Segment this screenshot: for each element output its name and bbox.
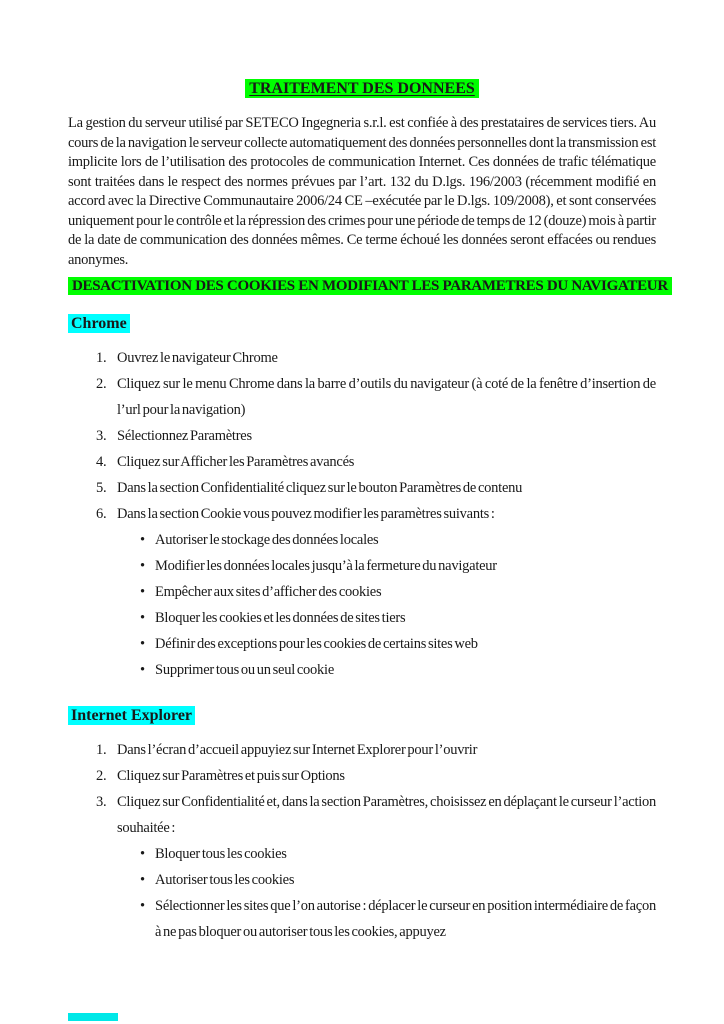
bullet-icon: • [140, 610, 145, 626]
bullet-item [140, 657, 656, 683]
list-item-text: Cliquez sur Afficher les Paramètres avancés [117, 454, 355, 470]
page-title-highlight: TRAITEMENT DES DONNEES [245, 79, 479, 98]
bullet-item-text: Bloquer les cookies et les données de sites tiers [155, 610, 406, 626]
list-item [96, 737, 656, 763]
bullet-item-text: Autoriser le stockage des données locales [155, 532, 379, 548]
bullet-item-text: Sélectionner les sites que l’on autorise : déplacer le curseur en position intermédiaire de façon à ne pas bloquer ou autoriser tous les cookies, appuyez [155, 898, 656, 940]
intro-paragraph: La gestion du serveur utilisé par SETECO Ingegneria s.r.l. est confiée à des prestataires de services tiers. Au cours de la navigation le serveur collecte automatiquement des données personnelles dont la transmission est implicite lors de l’utilisation des protocoles de communication Internet. Ces données de trafic télématique sont traitées dans le respect des normes prévues par l’art. 132 du D.lgs. 196/2003 (récemment modifié en accord avec la Directive Communautaire 2006/24 CE –exécutée par le D.lgs. 109/2008), et sont conservées uniquement pour le contrôle et la répression des crimes pour une période de temps de 12 (douze) mois à partir de la date de communication des données mêmes. Ce terme échoué les données seront effacées ou rendues anonymes. [68, 115, 656, 268]
list-item-text: Dans la section Cookie vous pouvez modifier les paramètres suivants : [117, 506, 495, 522]
list-item [96, 345, 656, 371]
chrome-steps-list [96, 345, 656, 527]
list-number: 3. [96, 428, 107, 444]
clipped-heading-highlight [68, 1013, 118, 1021]
bullet-icon: • [140, 662, 145, 678]
chrome-options-list [140, 527, 656, 683]
list-number: 5. [96, 480, 107, 496]
bullet-item-text: Bloquer tous les cookies [155, 846, 287, 862]
list-item-text: Dans l’écran d’accueil appuyiez sur Internet Explorer pour l’ouvrir [117, 742, 478, 758]
bullet-item [140, 841, 656, 867]
internet-explorer-steps-list [96, 737, 656, 841]
list-number: 4. [96, 454, 107, 470]
section-title-highlight: DESACTIVATION DES COOKIES EN MODIFIANT LES PARAMETRES DU NAVIGATEUR [68, 277, 672, 295]
page-title [68, 78, 656, 100]
list-item-text: Cliquez sur Paramètres et puis sur Options [117, 768, 345, 784]
bullet-icon: • [140, 558, 145, 574]
bullet-icon: • [140, 872, 145, 888]
bullet-item [140, 553, 656, 579]
list-item [96, 371, 656, 423]
bullet-item [140, 605, 656, 631]
heading-internet-explorer-highlight: Internet Explorer [68, 706, 195, 725]
bullet-item [140, 579, 656, 605]
list-item [96, 449, 656, 475]
bullet-item-text: Modifier les données locales jusqu’à la fermeture du navigateur [155, 558, 497, 574]
section-title-cookies [68, 276, 668, 297]
list-number: 3. [96, 794, 107, 810]
bullet-item-text: Autoriser tous les cookies [155, 872, 295, 888]
bullet-item [140, 893, 656, 945]
list-number: 2. [96, 768, 107, 784]
bullet-icon: • [140, 584, 145, 600]
bullet-item-text: Supprimer tous ou un seul cookie [155, 662, 335, 678]
heading-internet-explorer [68, 705, 656, 727]
list-item [96, 763, 656, 789]
list-item [96, 423, 656, 449]
list-item-text: Sélectionnez Paramètres [117, 428, 252, 444]
list-item [96, 501, 656, 527]
internet-explorer-options-list [140, 841, 656, 945]
bullet-icon: • [140, 898, 145, 914]
bullet-item [140, 631, 656, 657]
list-item-text: Cliquez sur le menu Chrome dans la barre d’outils du navigateur (à coté de la fenêtre d’insertion de l’url pour la navigation) [117, 376, 656, 418]
bullet-icon: • [140, 636, 145, 652]
list-item-text: Ouvrez le navigateur Chrome [117, 350, 278, 366]
bullet-item [140, 527, 656, 553]
list-number: 2. [96, 376, 107, 392]
list-item [96, 789, 656, 841]
list-number: 1. [96, 350, 107, 366]
bullet-icon: • [140, 532, 145, 548]
list-item [96, 475, 656, 501]
heading-chrome-highlight: Chrome [68, 314, 130, 333]
bullet-item-text: Définir des exceptions pour les cookies de certains sites web [155, 636, 478, 652]
list-item-text: Cliquez sur Confidentialité et, dans la section Paramètres, choisissez en déplaçant le curseur l’action souhaitée : [117, 794, 656, 836]
list-item-text: Dans la section Confidentialité cliquez sur le bouton Paramètres de contenu [117, 480, 523, 496]
heading-chrome [68, 313, 656, 335]
bullet-item [140, 867, 656, 893]
list-number: 1. [96, 742, 107, 758]
bullet-icon: • [140, 846, 145, 862]
list-number: 6. [96, 506, 107, 522]
bullet-item-text: Empêcher aux sites d’afficher des cookies [155, 584, 382, 600]
